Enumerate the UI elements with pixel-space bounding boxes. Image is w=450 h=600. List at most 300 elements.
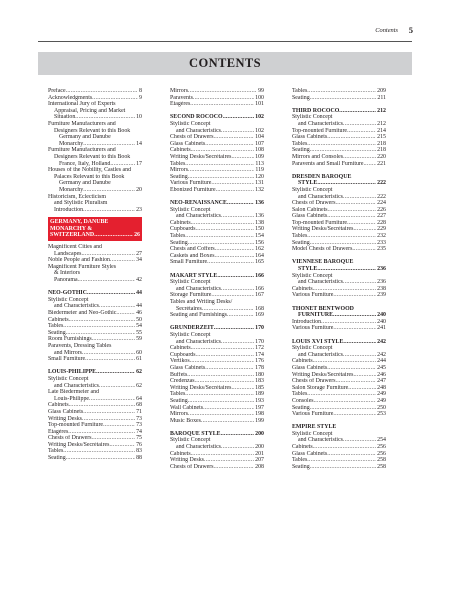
toc-entry[interactable]: [170, 174, 264, 181]
entry-title: Glass Cabinets: [170, 140, 206, 147]
entry-page: 258: [377, 463, 386, 470]
toc-entry-text[interactable]: Magnificent Furniture Styles: [48, 263, 117, 270]
toc-entry[interactable]: [292, 378, 386, 385]
section-title: BAROQUE STYLE: [170, 430, 221, 437]
dot-leader: [328, 207, 377, 214]
toc-entry[interactable]: [292, 88, 386, 95]
toc-entry[interactable]: [292, 372, 386, 379]
entry-page: 227: [377, 213, 386, 220]
toc-entry[interactable]: [292, 161, 386, 168]
entry-page: 154: [255, 233, 264, 240]
entry-title: Seating: [292, 147, 310, 154]
entry-title: Chests and Coffers: [170, 246, 215, 253]
entry-page: 258: [377, 457, 386, 464]
toc-entry[interactable]: [170, 95, 264, 102]
section-title-line[interactable]: EMPIRE STYLE: [292, 424, 337, 431]
entry-page: 208: [255, 463, 264, 470]
toc-entry[interactable]: [170, 246, 264, 253]
toc-entry-text[interactable]: Late Biedermeier and: [48, 389, 100, 396]
entry-page: 189: [255, 391, 264, 398]
toc-entry[interactable]: [292, 444, 386, 451]
toc-entry-text[interactable]: Stylistic Concept: [170, 120, 211, 127]
dot-leader: [314, 398, 377, 405]
entry-page: 212: [377, 120, 386, 127]
toc-entry[interactable]: [48, 251, 142, 258]
entry-title: Mirrors: [170, 88, 188, 94]
dot-leader: [196, 352, 255, 359]
toc-entry[interactable]: [292, 226, 386, 233]
entry-title: Chests of Drawers: [170, 134, 214, 141]
entry-title: Situation: [54, 114, 76, 121]
toc-entry[interactable]: [292, 398, 386, 405]
entry-page: 44: [136, 303, 142, 310]
entry-page: 75: [136, 435, 142, 442]
toc-entry-text[interactable]: & Interiors: [54, 270, 81, 277]
section-heading[interactable]: [170, 273, 264, 280]
toc-entry[interactable]: [292, 240, 386, 247]
entry-title: Cabinets: [292, 358, 313, 365]
entry-page: 253: [377, 411, 386, 418]
toc-entry[interactable]: [170, 451, 264, 458]
entry-page: 150: [255, 226, 264, 233]
toc-entry[interactable]: [170, 180, 264, 187]
entry-page: 76: [136, 441, 142, 448]
toc-entry[interactable]: [292, 457, 386, 464]
dot-leader: [231, 385, 254, 392]
toc-entry[interactable]: [48, 187, 142, 194]
toc-entry[interactable]: [48, 114, 142, 121]
entry-title: Small Furniture: [48, 356, 86, 363]
toc-entry-text[interactable]: Stylistic Concept: [48, 296, 89, 303]
entry-title: Room Furnishings: [48, 336, 92, 343]
toc-entry-text[interactable]: Stylistic Concept: [170, 437, 211, 444]
toc-entry[interactable]: [292, 154, 386, 161]
toc-entry[interactable]: [48, 303, 142, 310]
dot-leader: [321, 319, 376, 326]
toc-entry[interactable]: [292, 147, 386, 154]
spacer: [170, 266, 264, 273]
dot-leader: [307, 141, 376, 148]
toc-entry[interactable]: [292, 391, 386, 398]
toc-entry[interactable]: [292, 352, 386, 359]
toc-entry[interactable]: [292, 95, 386, 102]
toc-entry[interactable]: [170, 358, 264, 365]
section-heading[interactable]: [48, 290, 142, 297]
toc-entry[interactable]: [48, 336, 142, 343]
toc-entry[interactable]: [170, 385, 264, 392]
dot-leader: [99, 303, 135, 310]
dot-leader: [110, 161, 135, 168]
toc-entry-text[interactable]: Palaces Relevant to this Book: [54, 173, 125, 180]
entry-page: 249: [377, 391, 386, 398]
entry-title: Cabinets: [48, 402, 69, 409]
dot-leader: [78, 277, 136, 284]
section-heading[interactable]: [292, 108, 386, 115]
entry-title: and Characteristics: [298, 120, 343, 127]
dot-leader: [221, 128, 254, 135]
toc-entry[interactable]: [170, 391, 264, 398]
dot-leader: [202, 306, 254, 313]
toc-entry[interactable]: [170, 457, 264, 464]
toc-column-2: [170, 88, 264, 470]
entry-page: 73: [136, 422, 142, 429]
dot-leader: [109, 442, 135, 449]
entry-title: Tables: [292, 88, 308, 94]
entry-page: 136: [255, 213, 264, 220]
toc-entry[interactable]: [292, 385, 386, 392]
toc-entry-text[interactable]: Stylistic Concept: [292, 430, 333, 437]
section-page: 136: [255, 200, 264, 207]
section-heading[interactable]: [292, 266, 386, 273]
toc-entry[interactable]: [292, 246, 386, 253]
toc-entry[interactable]: [170, 378, 264, 385]
toc-entry[interactable]: [292, 220, 386, 227]
entry-title: Paravents: [170, 94, 193, 101]
toc-entry[interactable]: [292, 365, 386, 372]
spacer: [170, 194, 264, 201]
toc-entry-text[interactable]: Germany and Danube: [59, 180, 111, 187]
toc-entry-text[interactable]: Designers Relevant to this Book: [54, 127, 131, 134]
entry-title: Tables: [292, 140, 308, 147]
toc-entry[interactable]: [170, 464, 264, 471]
toc-entry[interactable]: [170, 134, 264, 141]
toc-entry[interactable]: [48, 383, 142, 390]
section-page: 242: [377, 338, 386, 345]
toc-entry[interactable]: [48, 422, 142, 429]
dot-leader: [191, 147, 255, 154]
toc-entry-text[interactable]: and Stylistic Pluralism: [54, 200, 108, 207]
entry-title: Louis-Philippe: [54, 395, 90, 402]
entry-page: 59: [136, 336, 142, 343]
entry-title: Salon Storage Furniture: [292, 384, 349, 391]
entry-page: 250: [377, 404, 386, 411]
toc-entry[interactable]: [48, 409, 142, 416]
entry-title: Glass Cabinets: [170, 364, 206, 371]
toc-entry[interactable]: [170, 418, 264, 425]
toc-entry-text[interactable]: Tables and Writing Desks/: [170, 299, 233, 305]
toc-entry[interactable]: [48, 442, 142, 449]
toc-entry-text[interactable]: Stylistic Concept: [170, 331, 211, 338]
entry-page: 169: [255, 312, 264, 319]
entry-page: 226: [377, 206, 386, 213]
section-title-line[interactable]: VIENNESE BAROQUE: [292, 259, 354, 266]
toc-entry[interactable]: [170, 339, 264, 346]
toc-entry-text[interactable]: Germany and Danube: [59, 134, 111, 141]
toc-entry[interactable]: [48, 396, 142, 403]
toc-entry[interactable]: [48, 88, 142, 95]
toc-entry-text[interactable]: Houses of the Nobility, Castles and: [48, 167, 132, 174]
toc-entry[interactable]: [48, 416, 142, 423]
entry-title: Cabinets: [48, 316, 69, 323]
dot-leader: [343, 121, 376, 128]
dot-leader: [75, 114, 135, 121]
dot-leader: [66, 88, 138, 95]
toc-entry[interactable]: [292, 286, 386, 293]
section-heading[interactable]: [170, 325, 264, 332]
entry-page: 178: [255, 364, 264, 371]
entry-page: 83: [136, 448, 142, 455]
toc-entry[interactable]: [170, 444, 264, 451]
section-page: 166: [255, 272, 264, 279]
toc-entry[interactable]: [170, 372, 264, 379]
toc-entry[interactable]: [292, 451, 386, 458]
dot-leader: [353, 372, 376, 379]
section-page: 236: [377, 266, 386, 273]
entry-page: 222: [377, 193, 386, 200]
dot-leader: [89, 396, 135, 403]
toc-entry[interactable]: [292, 405, 386, 412]
section-page: 212: [377, 107, 386, 114]
entry-title: Various Furniture: [170, 180, 212, 187]
toc-entry[interactable]: [292, 437, 386, 444]
entry-page: 100: [255, 94, 264, 101]
toc-entry[interactable]: [48, 435, 142, 442]
toc-entry[interactable]: [292, 194, 386, 201]
dot-leader: [204, 457, 254, 464]
dot-leader: [214, 325, 254, 332]
section-heading[interactable]: [170, 200, 264, 207]
toc-entry[interactable]: [48, 448, 142, 455]
entry-title: Ebonized Furniture: [170, 186, 216, 193]
toc-entry[interactable]: [48, 429, 142, 436]
toc-entry[interactable]: [292, 319, 386, 326]
dot-leader: [307, 457, 376, 464]
toc-entry[interactable]: [292, 128, 386, 135]
toc-entry-text[interactable]: Stylistic Concept: [292, 186, 333, 193]
toc-entry[interactable]: [170, 365, 264, 372]
entry-page: 26: [134, 232, 140, 239]
toc-entry[interactable]: [170, 161, 264, 168]
entry-page: 170: [255, 338, 264, 345]
toc-entry[interactable]: [170, 259, 264, 266]
toc-entry[interactable]: [292, 141, 386, 148]
dot-leader: [339, 108, 376, 115]
section-title-line[interactable]: THONET BENTWOOD: [292, 305, 354, 312]
toc-entry-text[interactable]: Stylistic Concept: [170, 279, 211, 286]
dot-leader: [215, 253, 255, 260]
dot-leader: [327, 134, 376, 141]
toc-entry[interactable]: [170, 398, 264, 405]
toc-column-3: [292, 88, 386, 470]
toc-entry[interactable]: [48, 310, 142, 317]
toc-entry[interactable]: [170, 88, 264, 95]
entry-page: 120: [255, 173, 264, 180]
section-heading[interactable]: [292, 339, 386, 346]
dot-leader: [227, 312, 254, 319]
toc-entry[interactable]: [170, 220, 264, 227]
dot-leader: [347, 220, 376, 227]
toc-entry[interactable]: [48, 356, 142, 363]
dot-leader: [92, 336, 135, 343]
toc-entry[interactable]: [292, 121, 386, 128]
toc-entry[interactable]: [170, 306, 264, 313]
toc-entry[interactable]: [170, 411, 264, 418]
toc-entry[interactable]: [170, 187, 264, 194]
toc-entry[interactable]: [170, 286, 264, 293]
toc-entry[interactable]: [48, 317, 142, 324]
toc-entry[interactable]: [170, 167, 264, 174]
chapter-highlight-box[interactable]: [48, 217, 142, 241]
entry-title: Etagères: [170, 101, 191, 108]
spacer: [48, 363, 142, 370]
chapter-title-line: GERMANY, DANUBE: [50, 219, 109, 226]
entry-page: 42: [136, 277, 142, 284]
section-heading[interactable]: [292, 312, 386, 319]
toc-entry[interactable]: [48, 141, 142, 148]
entry-page: 201: [255, 450, 264, 457]
entry-title: Glass Cabinets: [292, 134, 328, 141]
entry-page: 228: [377, 219, 386, 226]
entry-title: Small Furniture: [170, 259, 208, 266]
entry-title: Top-mounted Furniture: [292, 219, 348, 226]
dot-leader: [185, 161, 254, 168]
toc-entry[interactable]: [48, 257, 142, 264]
spacer: [170, 319, 264, 326]
spacer: [170, 424, 264, 431]
toc-entry-text[interactable]: Furniture Manufacturers and: [48, 120, 116, 127]
dot-leader: [327, 451, 376, 458]
dot-leader: [83, 207, 135, 214]
toc-entry[interactable]: [170, 240, 264, 247]
dot-leader: [195, 378, 255, 385]
toc-entry[interactable]: [170, 233, 264, 240]
section-heading[interactable]: [48, 369, 142, 376]
toc-entry-text[interactable]: Historicism, Eclecticism: [48, 193, 106, 200]
toc-entry[interactable]: [170, 226, 264, 233]
entry-page: 174: [255, 351, 264, 358]
entry-page: 224: [377, 200, 386, 207]
toc-entry[interactable]: [170, 312, 264, 319]
toc-entry-text[interactable]: Designers Relevant to this Book: [54, 153, 131, 160]
toc-entry-text[interactable]: Stylistic Concept: [292, 272, 333, 279]
section-title: THIRD ROCOCO: [292, 107, 340, 114]
dot-leader: [205, 365, 254, 372]
entry-page: 240: [377, 318, 386, 325]
dot-leader: [343, 279, 376, 286]
dot-leader: [348, 385, 376, 392]
section-heading[interactable]: [170, 114, 264, 121]
entry-page: 23: [136, 206, 142, 213]
toc-entry-text[interactable]: Furniture Manufacturers and: [48, 147, 116, 154]
toc-entry[interactable]: [292, 358, 386, 365]
dot-leader: [185, 233, 254, 240]
entry-page: 242: [377, 351, 386, 358]
entry-title: Glass Cabinets: [48, 408, 84, 415]
entry-page: 207: [255, 457, 264, 464]
section-heading[interactable]: [292, 180, 386, 187]
entry-page: 61: [136, 356, 142, 363]
dot-leader: [190, 358, 255, 365]
toc-entry[interactable]: [170, 154, 264, 161]
entry-title: Wall Cabinets: [170, 404, 204, 411]
entry-page: 113: [255, 160, 264, 167]
toc-entry-text[interactable]: Paravents, Dressing Tables: [48, 342, 112, 349]
toc-entry[interactable]: [48, 455, 142, 462]
toc-entry[interactable]: [170, 253, 264, 260]
toc-entry[interactable]: [292, 207, 386, 214]
entry-page: 60: [136, 349, 142, 356]
entry-page: 176: [255, 358, 264, 365]
entry-page: 62: [136, 382, 142, 389]
toc-entry[interactable]: [292, 411, 386, 418]
entry-page: 197: [255, 404, 264, 411]
entry-page: 215: [377, 134, 386, 141]
entry-title: Glass Cabinets: [292, 450, 328, 457]
toc-entry-text[interactable]: International Jury of Experts: [48, 101, 116, 108]
toc-entry[interactable]: [48, 330, 142, 337]
section-page: 102: [255, 114, 264, 121]
toc-entry[interactable]: [48, 277, 142, 284]
dot-leader: [66, 455, 135, 462]
dot-leader: [82, 350, 135, 357]
toc-entry[interactable]: [48, 207, 142, 214]
toc-entry[interactable]: [170, 141, 264, 148]
toc-entry[interactable]: [170, 128, 264, 135]
entry-page: 221: [377, 160, 386, 167]
entry-title: Writing Desks: [48, 415, 82, 422]
dot-leader: [214, 464, 255, 471]
toc-entry-text[interactable]: Stylistic Concept: [292, 345, 333, 352]
toc-entry-text[interactable]: Stylistic Concept: [292, 114, 333, 121]
entry-page: 27: [136, 250, 142, 257]
toc-entry[interactable]: [170, 147, 264, 154]
entry-page: 239: [377, 292, 386, 299]
toc-entry[interactable]: [48, 161, 142, 168]
toc-entry[interactable]: [48, 350, 142, 357]
toc-entry[interactable]: [292, 292, 386, 299]
toc-entry[interactable]: [48, 402, 142, 409]
section-title: STYLE: [298, 180, 318, 187]
section-title: STYLE: [298, 266, 318, 273]
toc-entry[interactable]: [292, 213, 386, 220]
toc-entry[interactable]: [292, 279, 386, 286]
section-page: 62: [136, 369, 142, 376]
toc-entry-text[interactable]: Stylistic Concept: [48, 375, 89, 382]
toc-entry[interactable]: [170, 101, 264, 108]
toc-entry-text[interactable]: Stylistic Concept: [170, 206, 211, 213]
toc-entry[interactable]: [48, 95, 142, 102]
toc-entry[interactable]: [170, 352, 264, 359]
entry-page: 254: [377, 437, 386, 444]
toc-entry[interactable]: [48, 323, 142, 330]
entry-page: 46: [136, 310, 142, 316]
toc-entry[interactable]: [292, 233, 386, 240]
toc-entry[interactable]: [292, 325, 386, 332]
dot-leader: [96, 369, 135, 376]
entry-page: 108: [255, 147, 264, 154]
toc-entry-text[interactable]: Appraisal, Pricing and Market: [54, 107, 126, 114]
section-title-line[interactable]: DRESDEN BAROQUE: [292, 173, 352, 180]
entry-title: Writing Desks/Secrétaires: [48, 441, 110, 448]
entry-page: 232: [377, 233, 386, 240]
toc-entry-text[interactable]: Magnificent Cities and: [48, 244, 102, 251]
toc-entry[interactable]: [170, 345, 264, 352]
toc-entry[interactable]: [292, 464, 386, 471]
entry-title: Music Boxes: [170, 417, 201, 424]
toc-entry[interactable]: [292, 134, 386, 141]
entry-title: Vertikos: [170, 358, 190, 365]
entry-title: Consoles: [292, 397, 314, 404]
dot-leader: [343, 339, 376, 346]
toc-entry[interactable]: [170, 292, 264, 299]
toc-entry[interactable]: [292, 200, 386, 207]
dot-leader: [185, 391, 254, 398]
toc-entry[interactable]: [170, 213, 264, 220]
section-heading[interactable]: [170, 431, 264, 438]
dot-leader: [310, 95, 377, 102]
toc-entry[interactable]: [170, 405, 264, 412]
dot-leader: [313, 358, 377, 365]
